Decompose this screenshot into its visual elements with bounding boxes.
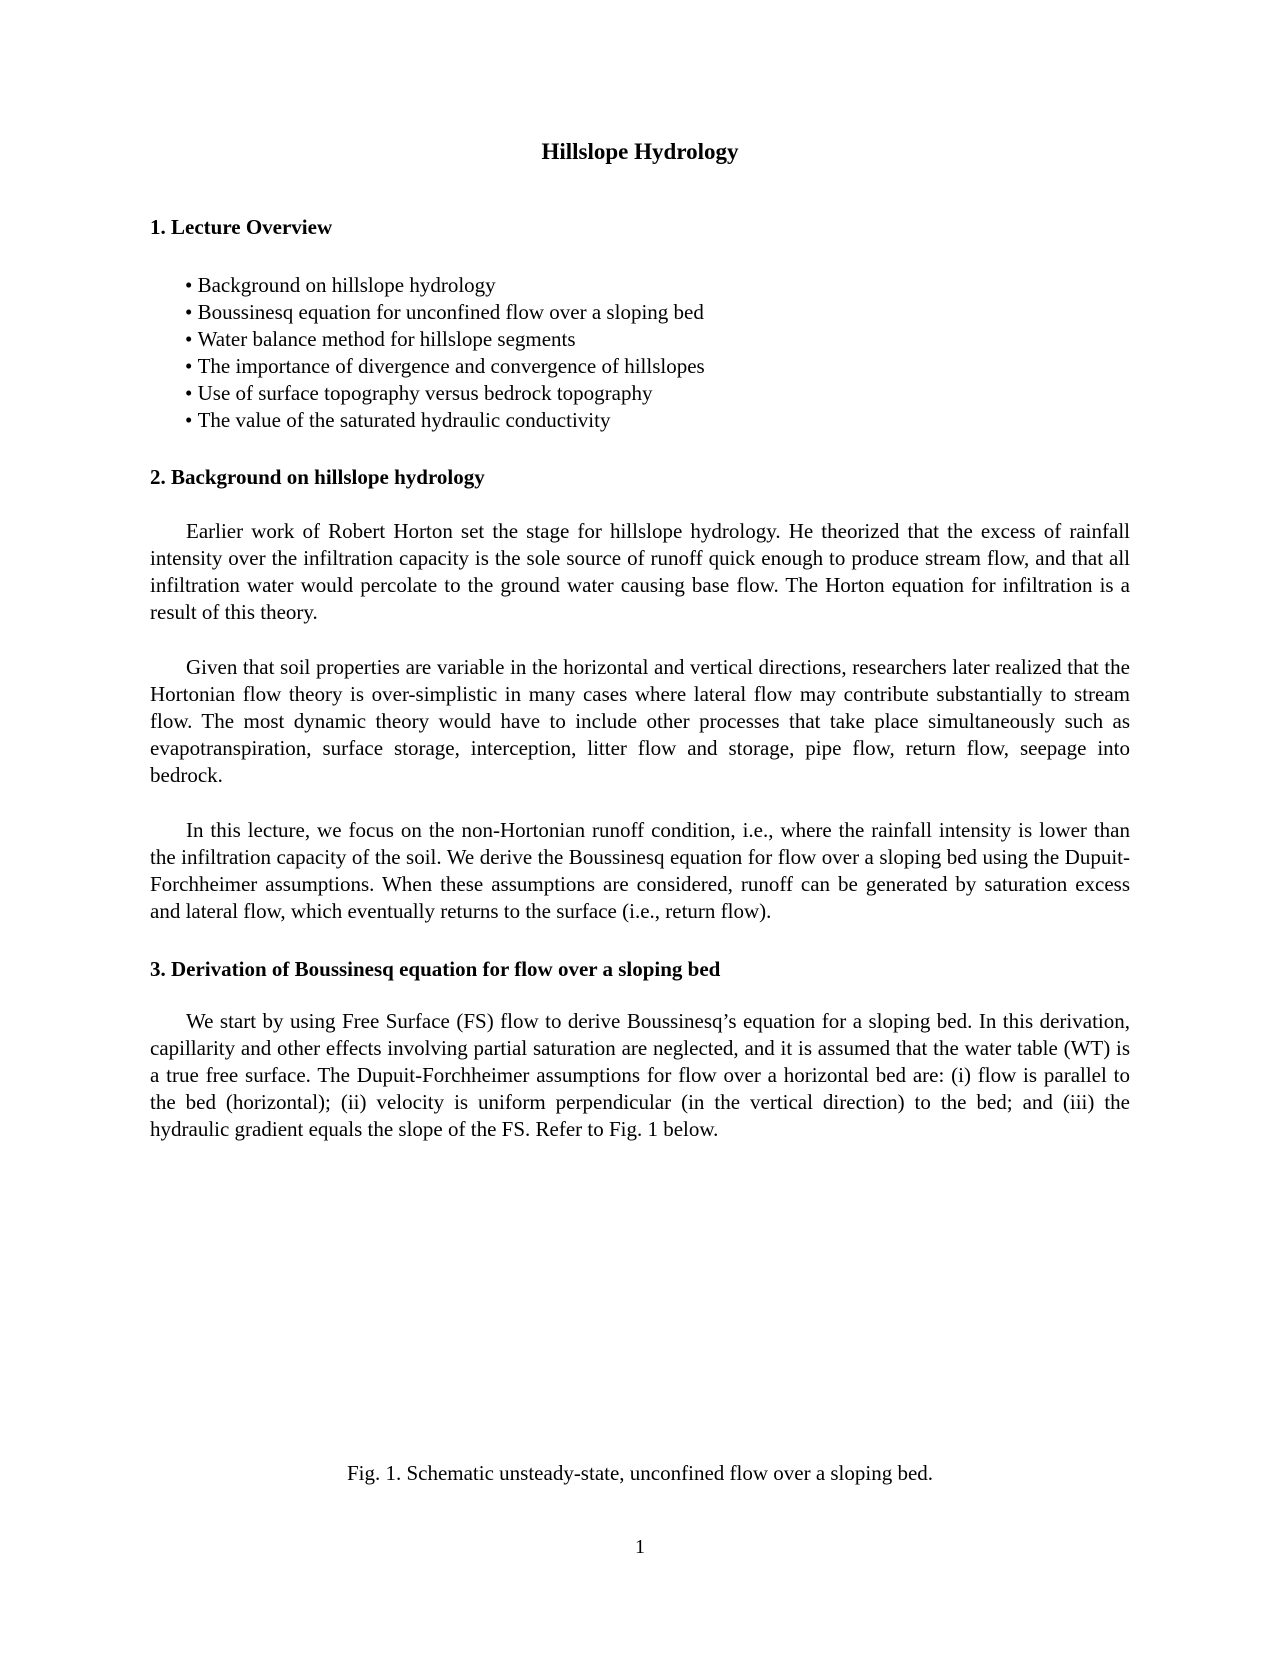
list-item: • The value of the saturated hydraulic conductivity: [185, 407, 705, 434]
list-item: • Water balance method for hillslope segments: [185, 326, 705, 353]
paragraph: Given that soil properties are variable in the horizontal and vertical directions, researchers later realized that the Hortonian flow theory is over-simplistic in many cases where lateral flow may contribute substantially to stream flow. The most dynamic theory would have to include other processes that take place simultaneously such as evapotranspiration, surface storage, interception, litter flow and storage, pipe flow, return flow, seepage into bedrock.: [150, 655, 1130, 787]
list-item: • Boussinesq equation for unconfined flow over a sloping bed: [185, 299, 705, 326]
list-item: • Use of surface topography versus bedrock topography: [185, 380, 705, 407]
page-number: 1: [635, 1536, 645, 1558]
list-item: • Background on hillslope hydrology: [185, 272, 705, 299]
paragraph: Earlier work of Robert Horton set the stage for hillslope hydrology. He theorized that the excess of rainfall intensity over the infiltration capacity is the sole source of runoff quick enough to produce stream flow, and that all infiltration water would percolate to the ground water causing base flow. The Horton equation for infiltration is a result of this theory.: [150, 519, 1130, 624]
document-title: Hillslope Hydrology: [541, 139, 739, 164]
section-heading-background: 2. Background on hillslope hydrology: [150, 465, 485, 489]
section-heading-derivation: 3. Derivation of Boussinesq equation for flow over a sloping bed: [150, 957, 721, 981]
section-heading-lecture-overview: 1. Lecture Overview: [150, 215, 333, 239]
figure-area: [150, 1150, 1130, 1450]
list-item: • The importance of divergence and convergence of hillslopes: [185, 353, 705, 380]
paragraph: In this lecture, we focus on the non-Hortonian runoff condition, i.e., where the rainfall intensity is lower than the infiltration capacity of the soil. We derive the Boussinesq equation for flow over a sloping bed using the Dupuit-Forchheimer assumptions. When these assumptions are considered, runoff can be generated by saturation excess and lateral flow, which eventually returns to the surface (i.e., return flow).: [150, 818, 1130, 923]
lecture-overview-list: [185, 272, 705, 434]
figure-caption: Fig. 1. Schematic unsteady-state, unconfined flow over a sloping bed.: [346, 1461, 934, 1485]
paragraph: We start by using Free Surface (FS) flow to derive Boussinesq’s equation for a sloping bed. In this derivation, capillarity and other effects involving partial saturation are neglected, and it is assumed that the water table (WT) is a true free surface. The Dupuit-Forchheimer assumptions for flow over a horizontal bed are: (i) flow is parallel to the bed (horizontal); (ii) velocity is uniform perpendicular (in the vertical direction) to the bed; and (iii) the hydraulic gradient equals the slope of the FS. Refer to Fig. 1 below.: [150, 1009, 1130, 1141]
